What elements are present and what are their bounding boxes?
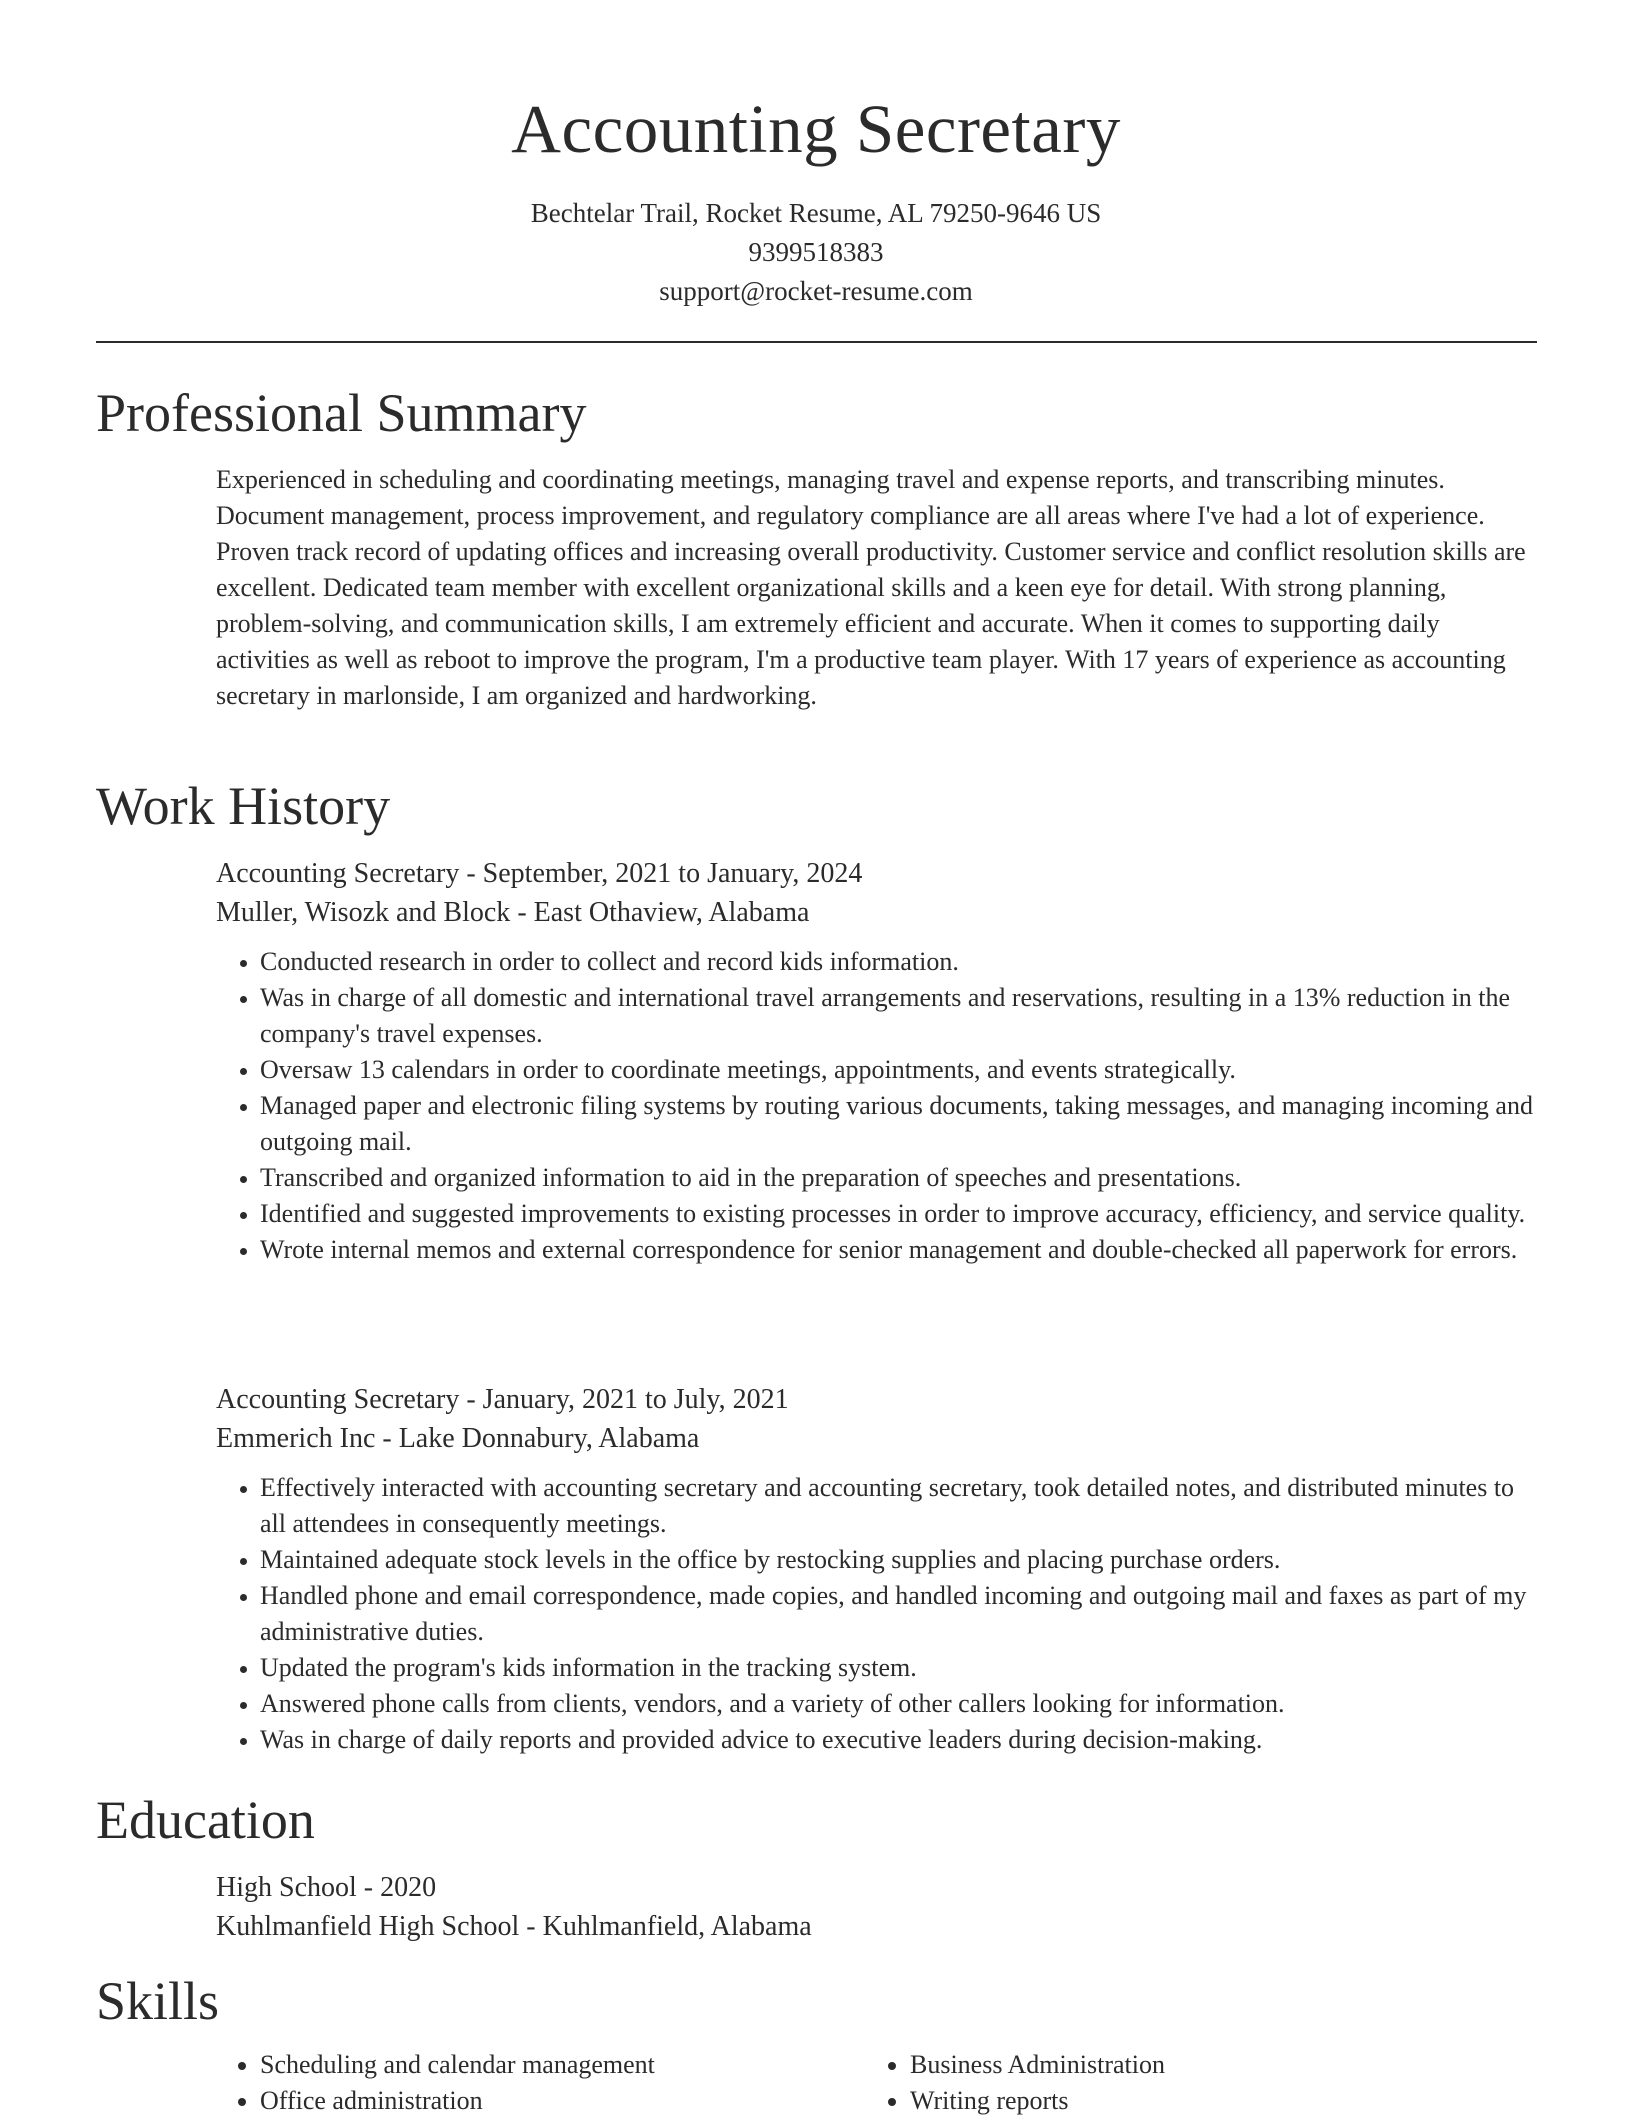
resume-header	[0, 0, 1632, 311]
summary-text: Experienced in scheduling and coordinating meetings, managing travel and expense reports, and transcribing minutes. Document management, process improvement, and regulatory compliance are all areas where I've had a lot of experience. Proven track record of updating offices and increasing overall productivity. Customer service and conflict resolution skills are excellent. Dedicated team member with excellent organizational skills and a keen eye for detail. With strong planning, problem-solving, and communication skills, I am extremely efficient and accurate. When it comes to supporting daily activities as well as reboot to improve the program, I'm a productive team player. With 17 years of experience as accounting secretary in marlonside, I am organized and hardworking.	[216, 465, 1526, 710]
list-item: • Answered phone calls from clients, vendors, and a variety of other callers looking for information.	[260, 1686, 1536, 1722]
list-item: • Wrote internal memos and external correspondence for senior management and double-checked all paperwork for errors.	[260, 1232, 1536, 1268]
job-company: Muller, Wisozk and Block	[216, 897, 511, 928]
job-dates: - January, 2021 to July, 2021	[459, 1384, 789, 1415]
job-title-line	[216, 854, 1536, 893]
job-dates: - September, 2021 to January, 2024	[459, 858, 863, 889]
list-item: • Maintained adequate stock levels in the office by restocking supplies and placing purchase orders.	[260, 1542, 1536, 1578]
section-title-summary: Professional Summary	[96, 383, 587, 443]
section-title-skills: Skills	[96, 1971, 220, 2031]
job-title-line	[216, 1380, 1536, 1419]
job-role: Accounting Secretary	[216, 1384, 460, 1415]
address: Bechtelar Trail, Rocket Resume, AL 79250-9646 US	[530, 198, 1102, 228]
contact-info	[0, 194, 1632, 311]
list-item: • Effectively interacted with accounting secretary and accounting secretary, took detailed notes, and distributed minutes to all attendees in consequently meetings.	[260, 1470, 1536, 1542]
header-divider	[96, 341, 1537, 343]
job-company-line	[216, 1419, 1536, 1458]
job-company-line	[216, 893, 1536, 932]
skills-column-left	[216, 2047, 866, 2119]
section-title-education: Education	[96, 1790, 315, 1850]
skills-column-right	[866, 2047, 1516, 2119]
job-entry	[216, 854, 1536, 1268]
email: support@rocket-resume.com	[659, 276, 973, 306]
job-company: Emmerich Inc	[216, 1423, 376, 1454]
list-item: • Managed paper and electronic filing systems by routing various documents, taking messages, and managing incoming and outgoing mail.	[260, 1088, 1536, 1160]
job-role: Accounting Secretary	[216, 858, 460, 889]
list-item: • Was in charge of daily reports and provided advice to executive leaders during decision-making.	[260, 1722, 1536, 1758]
list-item: • Oversaw 13 calendars in order to coordinate meetings, appointments, and events strategically.	[260, 1052, 1536, 1088]
school-location: - Kuhlmanfield, Alabama	[519, 1911, 812, 1942]
candidate-name: Accounting Secretary	[511, 91, 1121, 167]
section-title-work-history: Work History	[96, 776, 391, 836]
list-item: • Updated the program's kids information in the tracking system.	[260, 1650, 1536, 1686]
education-degree-line	[216, 1868, 1536, 1907]
list-item: • Handled phone and email correspondence, made copies, and handled incoming and outgoing mail and faxes as part of my administrative duties.	[260, 1578, 1536, 1650]
education-school-line	[216, 1907, 1536, 1946]
graduation-year: - 2020	[356, 1872, 437, 1903]
skill-item: • Scheduling and calendar management	[260, 2047, 866, 2083]
job-location: - East Othaview, Alabama	[510, 897, 810, 928]
skill-item: • Business Administration	[910, 2047, 1516, 2083]
education-entry	[216, 1868, 1536, 1946]
degree: High School	[216, 1872, 357, 1903]
skill-item: • Office administration	[260, 2083, 866, 2119]
list-item: • Conducted research in order to collect and record kids information.	[260, 944, 1536, 980]
school-name: Kuhlmanfield High School	[216, 1911, 520, 1942]
job-entry	[216, 1380, 1536, 1758]
list-item: • Transcribed and organized information to aid in the preparation of speeches and presentations.	[260, 1160, 1536, 1196]
skills-list	[216, 2047, 1536, 2119]
phone: 9399518383	[748, 237, 884, 267]
skill-item: • Writing reports	[910, 2083, 1516, 2119]
job-bullet-list	[216, 944, 1536, 1268]
job-location: - Lake Donnabury, Alabama	[375, 1423, 700, 1454]
list-item: • Was in charge of all domestic and international travel arrangements and reservations, resulting in a 13% reduction in the company's travel expenses.	[260, 980, 1536, 1052]
job-bullet-list	[216, 1470, 1536, 1758]
list-item: • Identified and suggested improvements to existing processes in order to improve accuracy, efficiency, and service quality.	[260, 1196, 1536, 1232]
